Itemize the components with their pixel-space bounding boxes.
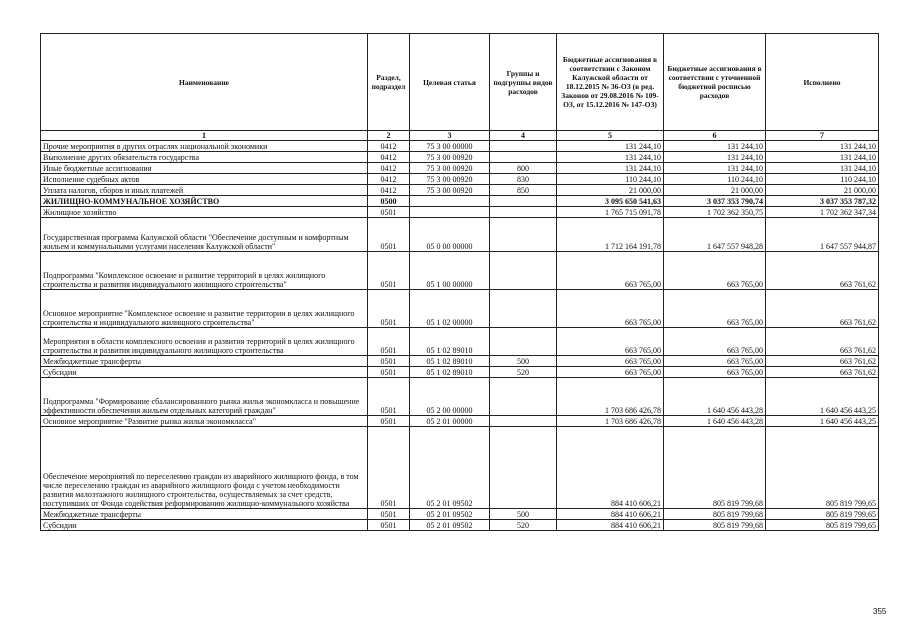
row-section-cell: 0501 [368, 416, 410, 427]
row-executed-amount-cell: 805 819 799,65 [766, 520, 879, 531]
row-executed-amount-cell: 663 761,62 [766, 290, 879, 328]
row-section-cell: 0501 [368, 520, 410, 531]
row-refined-amount-cell: 1 702 362 350,75 [664, 207, 766, 218]
table-row [41, 416, 879, 427]
row-target-cell: 05 2 01 00000 [410, 416, 490, 427]
row-name-cell: Субсидии [41, 520, 368, 531]
row-law-amount-cell: 884 410 606,21 [557, 509, 664, 520]
row-executed-amount-cell: 131 244,10 [766, 163, 879, 174]
column-number: 4 [490, 131, 557, 141]
table-row [41, 290, 879, 328]
table-row [41, 427, 879, 509]
table-row [41, 141, 879, 152]
row-law-amount-cell: 3 095 650 541,63 [557, 196, 664, 207]
header-row [41, 34, 879, 131]
row-name-cell: Обеспечение мероприятий по переселению граждан из аварийного жилищного фонда, в том числе переселению граждан из аварийного жилищного фонда с учетом необходимости развития малоэтажного жилищного строительства, осуществляемых за счет средств, поступивших от Фонда содействия реформированию жилищно-коммунального хозяйства [41, 427, 368, 509]
row-law-amount-cell: 663 765,00 [557, 328, 664, 356]
column-number: 6 [664, 131, 766, 141]
row-executed-amount-cell: 131 244,10 [766, 152, 879, 163]
row-executed-amount-cell: 1 702 362 347,34 [766, 207, 879, 218]
row-target-cell: 05 0 00 00000 [410, 218, 490, 252]
row-target-cell: 75 3 00 00920 [410, 152, 490, 163]
table-row [41, 520, 879, 531]
row-target-cell: 05 1 02 00000 [410, 290, 490, 328]
row-group-cell [490, 328, 557, 356]
budget-execution-table [40, 33, 879, 531]
column-number: 2 [368, 131, 410, 141]
row-group-cell [490, 252, 557, 290]
row-name-cell: Мероприятия в области комплексного освоения и развития территорий в целях жилищного строительства и развития индивидуального жилищного строительства [41, 328, 368, 356]
row-refined-amount-cell: 663 765,00 [664, 252, 766, 290]
row-law-amount-cell: 110 244,10 [557, 174, 664, 185]
header-expense-group: Группы и подгруппы видов расходов [490, 34, 557, 131]
row-law-amount-cell: 21 000,00 [557, 185, 664, 196]
row-refined-amount-cell: 21 000,00 [664, 185, 766, 196]
row-section-cell: 0412 [368, 174, 410, 185]
row-section-cell: 0412 [368, 141, 410, 152]
row-refined-amount-cell: 805 819 799,68 [664, 427, 766, 509]
row-law-amount-cell: 1 765 715 091,78 [557, 207, 664, 218]
row-executed-amount-cell: 805 819 799,65 [766, 509, 879, 520]
row-name-cell: Иные бюджетные ассигнования [41, 163, 368, 174]
table-row [41, 163, 879, 174]
table-row [41, 378, 879, 416]
column-number: 7 [766, 131, 879, 141]
row-section-cell: 0501 [368, 356, 410, 367]
row-name-cell: Подпрограмма "Формирование сбалансированного рынка жилья экономкласса и повышение эффективности обеспечения жильем отдельных категорий граждан" [41, 378, 368, 416]
row-refined-amount-cell: 663 765,00 [664, 356, 766, 367]
table-row [41, 152, 879, 163]
row-name-cell: Выполнение других обязательств государства [41, 152, 368, 163]
row-group-cell [490, 378, 557, 416]
row-target-cell [410, 196, 490, 207]
row-name-cell: Государственная программа Калужской области "Обеспечение доступным и комфортным жильем и коммунальными услугами населения Калужской области" [41, 218, 368, 252]
row-refined-amount-cell: 1 647 557 948,28 [664, 218, 766, 252]
table-row [41, 252, 879, 290]
row-group-cell [490, 416, 557, 427]
row-executed-amount-cell: 663 761,62 [766, 328, 879, 356]
row-refined-amount-cell: 663 765,00 [664, 290, 766, 328]
table-row [41, 185, 879, 196]
row-group-cell [490, 427, 557, 509]
row-executed-amount-cell: 1 647 557 944,87 [766, 218, 879, 252]
row-refined-amount-cell: 131 244,10 [664, 152, 766, 163]
column-number: 3 [410, 131, 490, 141]
table-row [41, 207, 879, 218]
row-law-amount-cell: 663 765,00 [557, 356, 664, 367]
row-group-cell: 520 [490, 367, 557, 378]
row-target-cell: 75 3 00 00000 [410, 141, 490, 152]
row-executed-amount-cell: 110 244,10 [766, 174, 879, 185]
header-law-allocations: Бюджетные ассигнования в соответствии с Законом Калужской области от 18.12.2015 № 36-ОЗ (в ред. Законов от 29.08.2016 № 109-ОЗ, от 15.12.2016 № 147-ОЗ) [557, 34, 664, 131]
row-target-cell: 05 1 02 89010 [410, 328, 490, 356]
row-law-amount-cell: 884 410 606,21 [557, 427, 664, 509]
row-group-cell: 500 [490, 356, 557, 367]
column-number: 1 [41, 131, 368, 141]
row-target-cell: 05 2 01 09502 [410, 509, 490, 520]
row-executed-amount-cell: 3 037 353 787,32 [766, 196, 879, 207]
row-group-cell: 800 [490, 163, 557, 174]
row-group-cell [490, 207, 557, 218]
header-name: Наименование [41, 34, 368, 131]
header-executed: Исполнено [766, 34, 879, 131]
row-refined-amount-cell: 131 244,10 [664, 163, 766, 174]
row-group-cell: 850 [490, 185, 557, 196]
row-executed-amount-cell: 131 244,10 [766, 141, 879, 152]
table-row [41, 218, 879, 252]
row-section-cell: 0501 [368, 290, 410, 328]
row-refined-amount-cell: 110 244,10 [664, 174, 766, 185]
row-refined-amount-cell: 663 765,00 [664, 328, 766, 356]
row-name-cell: Исполнение судебных актов [41, 174, 368, 185]
row-name-cell: Прочие мероприятия в других отраслях национальной экономики [41, 141, 368, 152]
row-target-cell: 05 2 01 09502 [410, 520, 490, 531]
row-section-cell: 0501 [368, 427, 410, 509]
row-section-cell: 0500 [368, 196, 410, 207]
row-section-cell: 0501 [368, 328, 410, 356]
row-target-cell: 05 1 02 89010 [410, 356, 490, 367]
row-name-cell: Уплата налогов, сборов и иных платежей [41, 185, 368, 196]
row-law-amount-cell: 1 703 686 426,78 [557, 416, 664, 427]
row-section-cell: 0412 [368, 163, 410, 174]
row-executed-amount-cell: 1 640 456 443,25 [766, 416, 879, 427]
column-number: 5 [557, 131, 664, 141]
row-refined-amount-cell: 805 819 799,68 [664, 520, 766, 531]
table-row [41, 509, 879, 520]
row-law-amount-cell: 884 410 606,21 [557, 520, 664, 531]
row-law-amount-cell: 663 765,00 [557, 290, 664, 328]
table-row [41, 328, 879, 356]
row-group-cell [490, 152, 557, 163]
row-section-cell: 0501 [368, 509, 410, 520]
row-target-cell: 05 1 00 00000 [410, 252, 490, 290]
table-row [41, 196, 879, 207]
row-section-cell: 0412 [368, 152, 410, 163]
row-refined-amount-cell: 805 819 799,68 [664, 509, 766, 520]
row-law-amount-cell: 131 244,10 [557, 141, 664, 152]
row-executed-amount-cell: 663 761,62 [766, 367, 879, 378]
row-refined-amount-cell: 3 037 353 790,74 [664, 196, 766, 207]
row-section-cell: 0412 [368, 185, 410, 196]
header-target-article: Целевая статья [410, 34, 490, 131]
row-name-cell: Субсидии [41, 367, 368, 378]
row-target-cell: 75 3 00 00920 [410, 174, 490, 185]
row-law-amount-cell: 1 712 164 191,78 [557, 218, 664, 252]
table-row [41, 174, 879, 185]
table-row [41, 367, 879, 378]
row-law-amount-cell: 131 244,10 [557, 152, 664, 163]
row-section-cell: 0501 [368, 252, 410, 290]
row-refined-amount-cell: 131 244,10 [664, 141, 766, 152]
row-section-cell: 0501 [368, 218, 410, 252]
row-group-cell [490, 290, 557, 328]
header-refined-allocations: Бюджетные ассигнования в соответствии с уточненной бюджетной росписью расходов [664, 34, 766, 131]
row-refined-amount-cell: 1 640 456 443,28 [664, 416, 766, 427]
row-group-cell [490, 196, 557, 207]
row-group-cell [490, 141, 557, 152]
header-section: Раздел, подраздел [368, 34, 410, 131]
row-executed-amount-cell: 805 819 799,65 [766, 427, 879, 509]
table-row [41, 356, 879, 367]
row-group-cell [490, 218, 557, 252]
row-name-cell: Основное мероприятие "Комплексное освоение и развитие территории в целях жилищного строительства и индивидуального жилищного строительства" [41, 290, 368, 328]
row-group-cell: 500 [490, 509, 557, 520]
row-group-cell: 830 [490, 174, 557, 185]
row-target-cell: 75 3 00 00920 [410, 185, 490, 196]
row-target-cell: 75 3 00 00920 [410, 163, 490, 174]
row-target-cell: 05 1 02 89010 [410, 367, 490, 378]
column-number-row [41, 131, 879, 141]
row-group-cell: 520 [490, 520, 557, 531]
page-number: 355 [873, 607, 887, 616]
row-law-amount-cell: 663 765,00 [557, 252, 664, 290]
row-name-cell: ЖИЛИЩНО-КОММУНАЛЬНОЕ ХОЗЯЙСТВО [41, 196, 368, 207]
row-refined-amount-cell: 1 640 456 443,28 [664, 378, 766, 416]
row-section-cell: 0501 [368, 367, 410, 378]
row-law-amount-cell: 1 703 686 426,78 [557, 378, 664, 416]
row-target-cell: 05 2 00 00000 [410, 378, 490, 416]
row-name-cell: Основное мероприятие "Развитие рынка жилья экономкласса" [41, 416, 368, 427]
row-law-amount-cell: 131 244,10 [557, 163, 664, 174]
row-law-amount-cell: 663 765,00 [557, 367, 664, 378]
row-name-cell: Межбюджетные трансферты [41, 509, 368, 520]
row-name-cell: Межбюджетные трансферты [41, 356, 368, 367]
row-executed-amount-cell: 1 640 456 443,25 [766, 378, 879, 416]
row-target-cell [410, 207, 490, 218]
row-executed-amount-cell: 663 761,62 [766, 252, 879, 290]
row-name-cell: Подпрограмма "Комплексное освоение и развитие территорий в целях жилищного строительства и развития индивидуального жилищного строительства" [41, 252, 368, 290]
row-executed-amount-cell: 21 000,00 [766, 185, 879, 196]
table-body [41, 141, 879, 531]
row-section-cell: 0501 [368, 378, 410, 416]
row-name-cell: Жилищное хозяйство [41, 207, 368, 218]
row-refined-amount-cell: 663 765,00 [664, 367, 766, 378]
row-section-cell: 0501 [368, 207, 410, 218]
row-executed-amount-cell: 663 761,62 [766, 356, 879, 367]
row-target-cell: 05 2 01 09502 [410, 427, 490, 509]
